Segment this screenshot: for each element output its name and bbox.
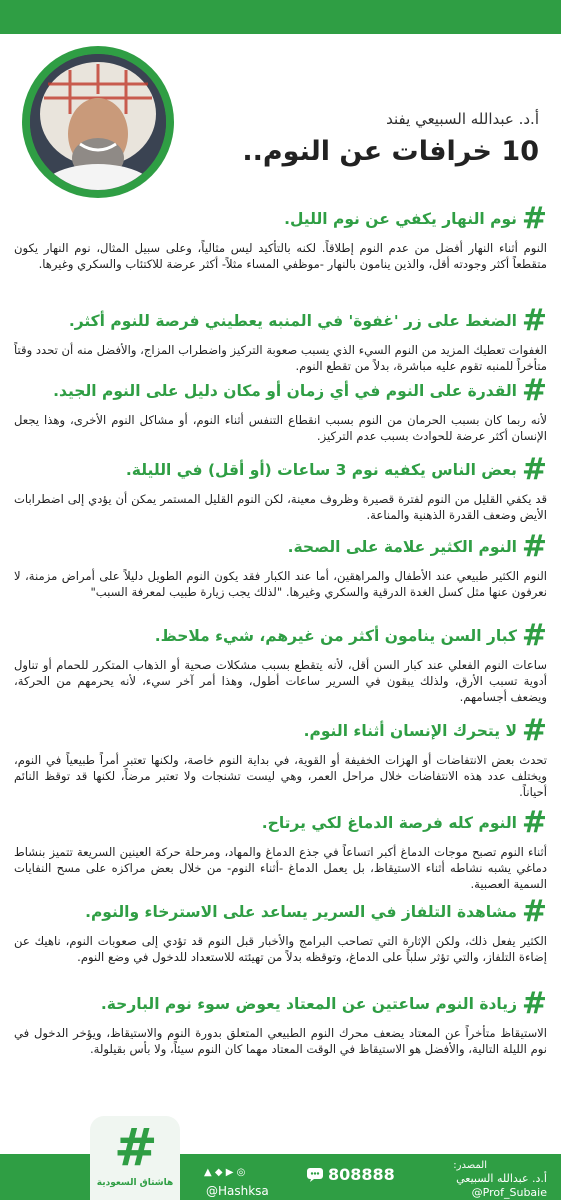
top-banner [0,0,561,34]
sms-icon [306,1167,324,1186]
myth-title: كبار السن ينامون أكثر من غيرهم، شيء ملاحظ. [154,627,517,645]
myth-title: مشاهدة التلفاز في السرير يساعد على الاسترخاء والنوم. [85,903,517,921]
myth-item [0,529,561,621]
myth-item [0,201,561,306]
myth-body: أثناء النوم تصبح موجات الدماغ أكبر اتساعاً في جذع الدماغ والمهاد، ومرحلة حركة العينين السريعة تتميز بنشاط دماغي يشبه نشاطه أثناء الاستيقاظ، بل يعمل الدماغ -أثناء النوم- من خلال بعض مراكزه على مسح النفايات السمية العصبية. [14,845,547,891]
author-photo [30,54,166,190]
hashtag-icon: # [521,201,547,236]
youtube-icon: ▶ [225,1167,234,1178]
hashtag-icon: # [521,713,547,748]
hashtag-icon: # [521,986,547,1021]
page-title: 10 خرافات عن النوم.. [242,136,539,167]
myth-body: تحدث بعض الانتفاضات أو الهزات الخفيفة أو القوية، في بداية النوم خاصة، ولكنها تعتبر أمراً طبيعياً في النوم، ويختلف عدد هذه الانتفاضات خلال مراحل العمر، وهي ليست تشنجات ولا تعتبر مرضاً، لكنها قد توقظ النائم أحياناً. [14,753,547,799]
source-handle: @Prof_Subaie [471,1186,547,1199]
header-subtitle: أ.د. عبدالله السبيعي يفند [386,110,539,128]
myth-title: النوم الكثير علامة على الصحة. [287,538,517,556]
myth-title: نوم النهار يكفي عن نوم الليل. [284,210,517,228]
myth-body: قد يكفي القليل من النوم لفترة قصيرة وظروف معينة، لكن النوم القليل المستمر يمكن أن يؤدي إلى اضطرابات الأيض وضعف القدرة الذهنية والمناعة. [14,492,547,522]
myth-item [0,452,561,532]
myth-body: النوم أثناء النهار أفضل من عدم النوم إطلاقاً. لكنه بالتأكيد ليس مثالياً، وعلى سبيل المثال، نوم النهار يكون متقطعاً أكثر وجودته أقل، والذين ينامون بالنهار -موظفي المساء مثلاً- أكثر عرضة للاكتئاب والسكري وغيرها. [14,241,547,271]
hashtag-icon: # [521,894,547,929]
myth-item [0,894,561,989]
source-name: أ.د. عبدالله السبيعي [456,1172,547,1185]
myth-item [0,713,561,808]
hashtag-icon: # [521,373,547,408]
twitter-icon: ▲ [204,1167,212,1178]
myth-title: زيادة النوم ساعتين عن المعتاد يعوض سوء نوم البارحة. [100,995,517,1013]
myth-title: لا يتحرك الإنسان أثناء النوم. [303,722,517,740]
myth-item [0,986,561,1089]
myth-body: الاستيقاظ متأخراً عن المعتاد يضعف محرك النوم الطبيعي المتعلق بدورة النوم والاستيقاظ، ويؤخر الدخول في نوم الليلة التالية، والأفضل هو الاستيقاظ في الوقت المعتاد مهما كان النوم سيئاً، ولا بأس بقيلولة. [14,1026,547,1056]
myth-item [0,303,561,376]
hashtag-icon: # [521,303,547,338]
brand-logo [90,1116,180,1200]
myth-title: النوم كله فرصة الدماغ لكي يرتاح. [261,814,517,832]
sms-number: 808888 [328,1165,395,1184]
myth-item [0,618,561,716]
myth-body: النوم الكثير طبيعي عند الأطفال والمراهقين، أما عند الكبار فقد يكون النوم الطويل دليلاً على أمراض مزمنة، لا نعرفون عنها مثل كسل الغدة الدرقية والسكري وغيرها. "لذلك يجب زيارة طبيب لمعرفة السبب" [14,569,547,599]
social-handle: @Hashksa [206,1184,269,1198]
myth-body: الكثير يفعل ذلك، ولكن الإثارة التي تصاحب البرامج والأخبار قبل النوم قد تؤدي إلى صعوبات النوم، ناهيك عن إضاءة التلفاز، والتي تؤثر سلباً على الدماغ، وتوقظه بدلاً من تهيئته للاستعداد للدخول في وضع النوم. [14,934,547,964]
footer [0,1104,561,1200]
hashtag-icon: # [521,618,547,653]
hashtag-icon: # [521,529,547,564]
myth-item [0,373,561,455]
myth-title: القدرة على النوم في أي زمان أو مكان دليل على النوم الجيد. [53,382,517,400]
myth-title: بعض الناس يكفيه نوم 3 ساعات (أو أقل) في الليلة. [125,461,517,479]
brand-name: هاشتاق السعودية [96,1178,174,1188]
snapchat-icon: ◆ [214,1167,223,1178]
brand-hash-icon: # [114,1118,158,1178]
myth-body: لأنه ربما كان بسبب الحرمان من النوم بسبب انقطاع التنفس أثناء النوم، أو مشاكل النوم الأخرى، وهذا يجعل الإنسان أكثر عرضة للحوادث بسبب عدم التركيز. [14,413,547,443]
instagram-icon: ◎ [236,1167,246,1178]
hashtag-icon: # [521,805,547,840]
hashtag-icon: # [521,452,547,487]
myth-body: الغفوات تعطيك المزيد من النوم السيء الذي يسبب صعوبة التركيز واضطراب المزاج، والأفضل منه أن تحدد وقتاً متأخراً للمنبه تقوم عليه مباشرة، بدلاً من تقطع النوم. [14,343,547,373]
author-avatar [22,46,174,198]
myth-title: الضغط على زر 'غفوة' في المنبه يعطيني فرصة للنوم أكثر. [68,312,517,330]
myth-item [0,805,561,897]
myths-list [0,201,561,1089]
myth-body: ساعات النوم الفعلي عند كبار السن أقل، لأنه يتقطع بسبب مشكلات صحية أو الذهاب المتكرر للحمام أو تناول أدوية تسبب الأرق، ولذلك يبقون في السرير ساعات أطول، وهذا أمر آخر سيء، لأنه يحرمهم من الحركة، ويضعف أجسامهم. [14,658,547,704]
source-label: المصدر: [453,1160,487,1171]
social-icons [204,1167,245,1178]
